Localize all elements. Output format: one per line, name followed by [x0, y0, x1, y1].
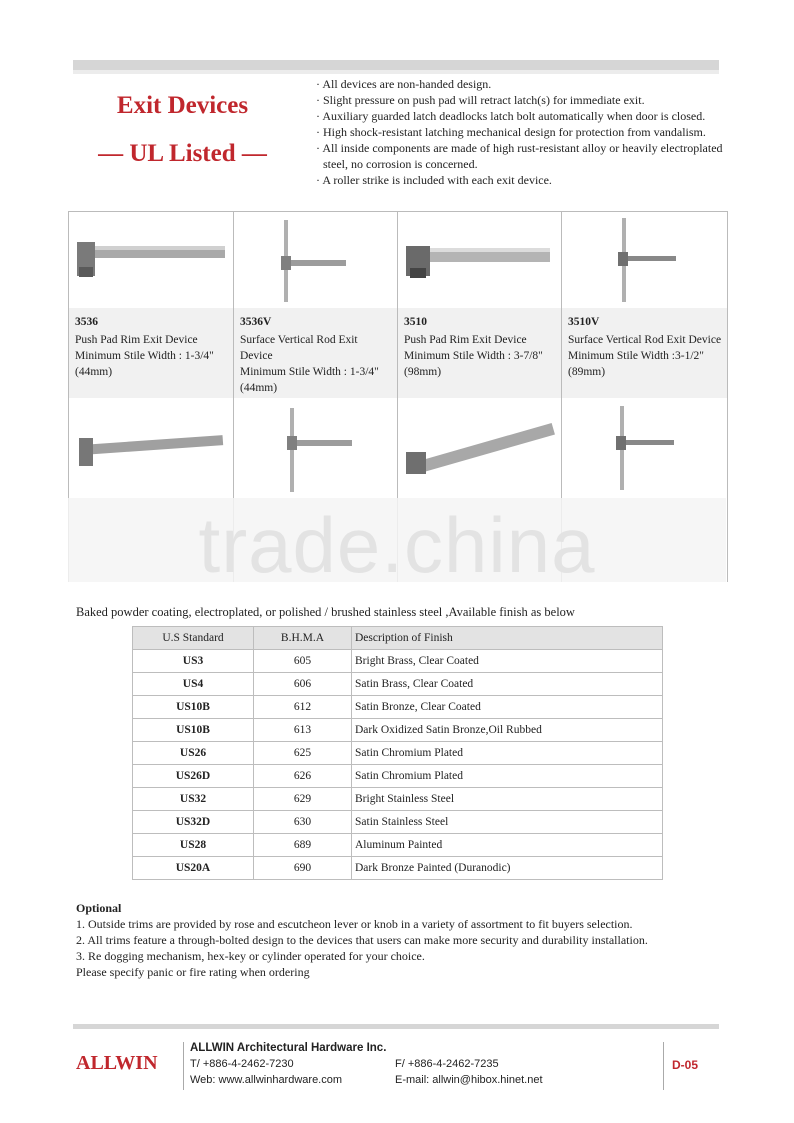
us-standard-cell: US4	[133, 673, 254, 696]
optional-item: 3. Re dogging mechanism, hex-key or cylinder operated for your choice.	[76, 949, 425, 963]
bhma-cell: 630	[254, 811, 352, 834]
product-name: Surface Vertical Rod Exit Device	[568, 334, 722, 346]
email-link[interactable]: E-mail: allwin@hibox.hinet.net	[395, 1074, 543, 1086]
table-row	[133, 857, 663, 880]
optional-item: Please specify panic or fire rating when ordering	[76, 965, 310, 979]
description-cell: Bright Stainless Steel	[352, 788, 663, 811]
rim-exit-device-image	[398, 402, 561, 502]
rim-exit-device-image	[69, 212, 233, 308]
product-model: 3536	[75, 316, 98, 328]
bhma-cell: 690	[254, 857, 352, 880]
product-caption	[234, 308, 397, 398]
product-model: 3510V	[568, 316, 600, 328]
company-info	[190, 1040, 543, 1088]
product-caption	[69, 308, 233, 398]
website-link[interactable]: Web: www.allwinhardware.com	[190, 1074, 343, 1086]
description-cell: Aluminum Painted	[352, 834, 663, 857]
us-standard-cell: US32	[133, 788, 254, 811]
description-cell: Dark Oxidized Satin Bronze,Oil Rubbed	[352, 719, 663, 742]
us-standard-cell: US26	[133, 742, 254, 765]
feature-item: · Auxiliary guarded latch deadlocks latch bolt automatically when door is closed.	[316, 109, 706, 123]
feature-item: · A roller strike is included with each exit device.	[316, 173, 552, 187]
feature-item: · All devices are non-handed design.	[316, 77, 492, 91]
product-stile: Minimum Stile Width : 1-3/4" (44mm)	[75, 350, 214, 378]
vertical-rod-device-image	[562, 402, 727, 502]
vertical-rod-device-image	[234, 212, 397, 308]
page-number: D-05	[672, 1058, 699, 1072]
rim-exit-device-image	[398, 212, 561, 308]
watermark-text: trade.china	[198, 501, 596, 589]
column-header: Description of Finish	[352, 627, 663, 650]
bhma-cell: 605	[254, 650, 352, 673]
page-title: Exit Devices	[116, 92, 249, 119]
feature-item: · All inside components are made of high rust-resistant alloy or heavily electroplated steel, no corrosion is concerned.	[316, 141, 723, 171]
table-row	[133, 742, 663, 765]
description-cell: Satin Brass, Clear Coated	[352, 673, 663, 696]
feature-item: · Slight pressure on push pad will retract latch(s) for immediate exit.	[316, 93, 645, 107]
us-standard-cell: US20A	[133, 857, 254, 880]
description-cell: Satin Chromium Plated	[352, 742, 663, 765]
bhma-cell: 606	[254, 673, 352, 696]
bhma-cell: 612	[254, 696, 352, 719]
us-standard-cell: US10B	[133, 696, 254, 719]
optional-section	[76, 900, 648, 980]
table-row	[133, 673, 663, 696]
product-model: 3536V	[240, 316, 272, 328]
description-cell: Satin Stainless Steel	[352, 811, 663, 834]
description-cell: Satin Bronze, Clear Coated	[352, 696, 663, 719]
optional-item: 1. Outside trims are provided by rose and escutcheon lever or knob in a variety of assortment to fit buyers selection.	[76, 917, 633, 931]
finish-intro: Baked powder coating, electroplated, or polished / brushed stainless steel ,Available finish as below	[76, 605, 575, 619]
description-cell: Bright Brass, Clear Coated	[352, 650, 663, 673]
optional-heading: Optional	[76, 901, 122, 915]
footer-rule	[73, 1024, 719, 1029]
telephone: T/ +886-4-2462-7230	[190, 1058, 294, 1070]
feature-list	[316, 76, 726, 188]
table-header-row	[133, 627, 663, 650]
vertical-rod-device-image	[234, 402, 397, 502]
bhma-cell: 689	[254, 834, 352, 857]
footer-divider	[183, 1042, 184, 1090]
finish-table	[132, 626, 663, 880]
table-row	[133, 834, 663, 857]
product-stile: Minimum Stile Width : 1-3/4" (44mm)	[240, 366, 379, 394]
bhma-cell: 613	[254, 719, 352, 742]
us-standard-cell: US10B	[133, 719, 254, 742]
rim-exit-device-image	[69, 402, 233, 502]
vertical-rod-device-image	[562, 212, 727, 308]
table-row	[133, 788, 663, 811]
column-header: B.H.M.A	[254, 627, 352, 650]
product-name: Push Pad Rim Exit Device	[404, 334, 527, 346]
product-stile: Minimum Stile Width : 3-7/8" (98mm)	[404, 350, 543, 378]
column-header: U.S Standard	[133, 627, 254, 650]
bhma-cell: 626	[254, 765, 352, 788]
product-caption	[398, 308, 561, 398]
footer-divider	[663, 1042, 664, 1090]
product-model: 3510	[404, 316, 427, 328]
table-row	[133, 765, 663, 788]
feature-item: · High shock-resistant latching mechanical design for protection from vandalism.	[316, 125, 706, 139]
header-rule	[73, 60, 719, 70]
table-row	[133, 811, 663, 834]
table-row	[133, 696, 663, 719]
header-rule-shadow	[73, 70, 719, 74]
page-subtitle: — UL Listed —	[98, 140, 267, 167]
us-standard-cell: US26D	[133, 765, 254, 788]
brand-logo-text: ALLWIN	[76, 1052, 158, 1074]
us-standard-cell: US32D	[133, 811, 254, 834]
description-cell: Satin Chromium Plated	[352, 765, 663, 788]
optional-item: 2. All trims feature a through-bolted design to the devices that users can make more security and durability installation.	[76, 933, 648, 947]
table-row	[133, 650, 663, 673]
table-row	[133, 719, 663, 742]
bhma-cell: 625	[254, 742, 352, 765]
product-stile: Minimum Stile Width :3-1/2" (89mm)	[568, 350, 704, 378]
product-name: Push Pad Rim Exit Device	[75, 334, 198, 346]
company-name: ALLWIN Architectural Hardware Inc.	[190, 1042, 387, 1054]
us-standard-cell: US28	[133, 834, 254, 857]
product-name: Surface Vertical Rod Exit Device	[240, 334, 358, 362]
fax: F/ +886-4-2462-7235	[395, 1058, 499, 1070]
us-standard-cell: US3	[133, 650, 254, 673]
bhma-cell: 629	[254, 788, 352, 811]
description-cell: Dark Bronze Painted (Duranodic)	[352, 857, 663, 880]
product-caption	[562, 308, 727, 398]
